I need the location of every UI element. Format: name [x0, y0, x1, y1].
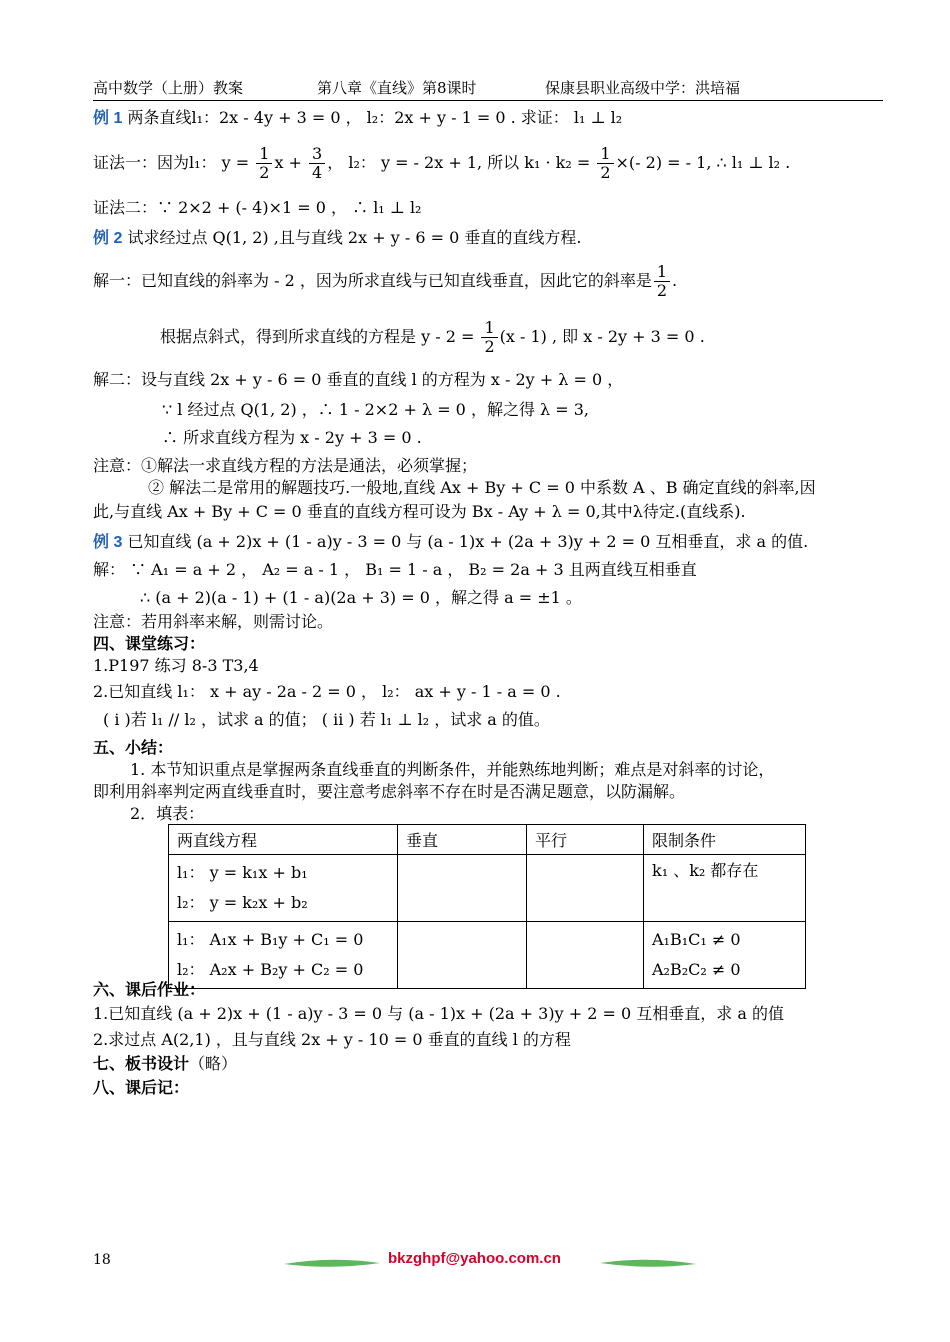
condition: A₁B₁C₁ ≠ 0 [652, 930, 741, 949]
summary-table [168, 824, 806, 989]
note-1: 注意：①解法一求直线方程的方法是通法，必须掌握； [93, 456, 478, 475]
example-3-label: 例 3 [93, 534, 123, 551]
section-7-title: 七、板书设计 [93, 1054, 190, 1073]
proof-2: 证法二：∵ 2×2 + (- 4)×1 = 0 ， ∴ l₁ ⊥ l₂ [93, 198, 422, 217]
solution-2a: 解二：设与直线 2x + y - 6 = 0 垂直的直线 l 的方程为 x - 2y + λ = 0 ， [93, 370, 624, 389]
table-header: 限制条件 [644, 825, 806, 855]
note-2: ② 解法二是常用的解题技巧.一般地,直线 Ax + By + C = 0 中系数 A 、B 确定直线的斜率,因 [148, 478, 816, 497]
summary-2: 2．填表： [130, 804, 205, 823]
equation: l₁： A₁x + B₁y + C₁ = 0 [177, 930, 364, 949]
exercise-2: 2.已知直线 l₁： x + ay - 2a - 2 = 0 ， l₂： ax + y - 1 - a = 0 . [93, 682, 561, 701]
proof-1: 证法一：因为l₁： y = $\frac{1}{2}$ x + $\frac{3}{4}$ ， l₂： y = - 2x + 1, 所以 k₁ · k₂ = $\frac{1}{2}$ ×(- 2) = - 1, ∴ l₁ ⊥ l₂ . [93, 144, 791, 182]
proof-1-text: 证法一：因为l₁： y = [93, 153, 255, 172]
example-3-note: 注意：若用斜率来解，则需讨论。 [93, 612, 334, 631]
summary-1b: 即利用斜率判定两直线垂直时，要注意考虑斜率不存在时是否满足题意，以防漏解。 [93, 782, 686, 801]
table-header: 平行 [527, 825, 644, 855]
fraction: $\frac{1}{2}$ [256, 145, 272, 182]
table-cell [527, 922, 644, 989]
condition: A₂B₂C₂ ≠ 0 [652, 960, 741, 979]
table-cell [169, 922, 398, 989]
header-right: 保康县职业高级中学：洪培福 [545, 79, 741, 97]
example-2-label: 例 2 [93, 230, 123, 247]
table-row [169, 922, 806, 989]
table-cell [169, 855, 398, 922]
summary-1: 1. 本节知识重点是掌握两条直线垂直的判断条件，并能熟练地判断；难点是对斜率的讨论， [130, 760, 775, 779]
equation: l₂： A₂x + B₂y + C₂ = 0 [177, 960, 364, 979]
solution-2c: ∴ 所求直线方程为 x - 2y + 3 = 0 . [162, 428, 422, 447]
section-8-title: 八、课后记： [93, 1078, 190, 1097]
footer-email: bkzghpf@yahoo.com.cn [388, 1250, 561, 1267]
section-7 [93, 1054, 237, 1074]
solution-1b: 根据点斜式，得到所求直线的方程是 y - 2 = $\frac{1}{2}$ (x - 1) , 即 x - 2y + 3 = 0 . [160, 318, 705, 356]
homework-1: 1.已知直线 (a + 2)x + (1 - a)y - 3 = 0 与 (a - 1)x + (2a + 3)y + 2 = 0 互相垂直，求 a 的值 [93, 1004, 784, 1023]
example-3-solution-1: 解： ∵ A₁ = a + 2 ， A₂ = a - 1 ， B₁ = 1 - a ， B₂ = 2a + 3 且两直线互相垂直 [93, 560, 697, 579]
table-cell [398, 855, 527, 922]
table-cell [527, 855, 644, 922]
table-cell: k₁ 、k₂ 都存在 [644, 855, 806, 922]
section-5-title: 五、小结： [93, 738, 174, 757]
example-3 [93, 532, 808, 553]
page-number: 18 [93, 1252, 111, 1268]
page-header [93, 78, 883, 101]
homework-2: 2.求过点 A(2,1) ，且与直线 2x + y - 10 = 0 垂直的直线 l 的方程 [93, 1030, 571, 1049]
fraction: $\frac{1}{2}$ [597, 145, 613, 182]
example-2 [93, 228, 581, 249]
fraction: $\frac{1}{2}$ [654, 263, 670, 300]
header-center: 第八章《直线》第8课时 [317, 79, 477, 97]
section-4-title: 四、课堂练习： [93, 634, 206, 653]
header-left: 高中数学（上册）教案 [93, 79, 244, 97]
fraction: $\frac{3}{4}$ [309, 145, 325, 182]
solution-2b: ∵ l 经过点 Q(1, 2) ，∴ 1 - 2×2 + λ = 0 ，解之得 λ = 3, [162, 400, 590, 419]
section-6-title: 六、课后作业： [93, 980, 206, 999]
equation: l₁： y = k₁x + b₁ [177, 863, 308, 882]
example-1-label: 例 1 [93, 110, 123, 127]
example-1-text: 两条直线l₁：2x - 4y + 3 = 0 ， l₂：2x + y - 1 = 0 . 求证： l₁ ⊥ l₂ [127, 108, 623, 127]
example-2-text: 试求经过点 Q(1, 2) ,且与直线 2x + y - 6 = 0 垂直的直线方程. [127, 228, 582, 247]
table-cell [398, 922, 527, 989]
example-3-solution-2: ∴ (a + 2)(a - 1) + (1 - a)(2a + 3) = 0 ，解之得 a = ±1 。 [140, 588, 582, 607]
table-header-row [169, 825, 806, 855]
equation: l₂： y = k₂x + b₂ [177, 893, 308, 912]
leaf-decoration-right [598, 1256, 698, 1270]
exercise-1: 1.P197 练习 8-3 T3,4 [93, 656, 259, 675]
table-cell [644, 922, 806, 989]
example-3-text: 已知直线 (a + 2)x + (1 - a)y - 3 = 0 与 (a - 1)x + (2a + 3)y + 2 = 0 互相垂直，求 a 的值. [127, 532, 809, 551]
table-row [169, 855, 806, 922]
section-7-suffix: （略） [189, 1054, 238, 1073]
solution-1a: 解一：已知直线的斜率为 - 2 ，因为所求直线与已知直线垂直，因此它的斜率是 $\frac{1}{2}$ . [93, 262, 678, 300]
leaf-decoration-left [282, 1256, 382, 1270]
table-header: 垂直 [398, 825, 527, 855]
exercise-2-parts: ( i )若 l₁ // l₂ ，试求 a 的值； ( ii ) 若 l₁ ⊥ l₂ ，试求 a 的值。 [103, 710, 550, 729]
note-3: 此,与直线 Ax + By + C = 0 垂直的直线方程可设为 Bx - Ay + λ = 0,其中λ待定.(直线系). [93, 502, 746, 521]
table-header: 两直线方程 [169, 825, 398, 855]
fraction: $\frac{1}{2}$ [481, 319, 497, 356]
example-1 [93, 108, 622, 129]
